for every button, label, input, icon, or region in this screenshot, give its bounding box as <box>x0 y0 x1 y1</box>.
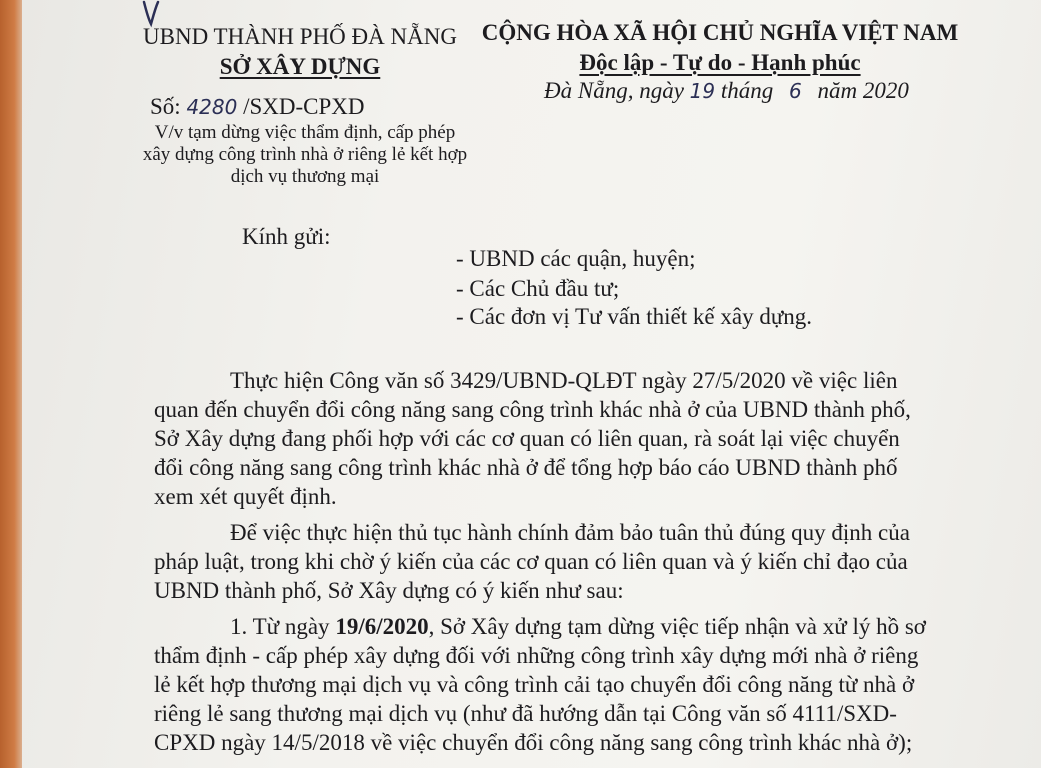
item-rest: , Sở Xây dựng tạm dừng việc tiếp nhận và xử lý hồ sơ <box>428 614 926 639</box>
paragraph-line: Để việc thực hiện thủ tục hành chính đảm bảo tuân thủ đúng quy định của <box>230 520 910 545</box>
body-paragraph-3 <box>154 612 974 757</box>
date-day: 19 <box>689 79 716 103</box>
paragraph-line: thẩm định - cấp phép xây dựng đối với những công trình xây dựng mới nhà ở riêng <box>154 643 919 668</box>
nation-name: CỘNG HÒA XÃ HỘI CHỦ NGHĨA VIỆT NAM <box>481 20 959 45</box>
paragraph-line: Sở Xây dựng đang phối hợp với các cơ quan có liên quan, rà soát lại việc chuyển <box>154 426 900 451</box>
document-page <box>22 0 1041 768</box>
paragraph-line: CPXD ngày 14/5/2018 về việc chuyển đổi công năng sang công trình khác nhà ở); <box>154 730 913 755</box>
date-month: 6 <box>789 79 802 103</box>
addressee-item: - UBND các quận, huyện; <box>456 246 696 271</box>
date-month-label: tháng <box>720 78 774 103</box>
body-paragraph-2 <box>154 518 974 605</box>
paragraph-line: quan đến chuyển đổi công năng sang công trình khác nhà ở của UBND thành phố, <box>154 397 911 422</box>
handwritten-number: 4280 <box>186 95 238 119</box>
issuing-authority <box>130 22 470 82</box>
date-place: Đà Nẵng, ngày <box>544 78 684 103</box>
paragraph-line: pháp luật, trong khi chờ ý kiến của các cơ quan có liên quan và ý kiến chỉ đạo của <box>154 549 908 574</box>
item-prefix: 1. Từ ngày <box>230 614 336 639</box>
paragraph-line <box>154 612 974 641</box>
subject-line: xây dựng công trình nhà ở riêng lẻ kết hợp <box>142 144 468 165</box>
national-motto: Độc lập - Tự do - Hạnh phúc <box>579 50 861 75</box>
date-year: năm 2020 <box>817 78 909 103</box>
paragraph-line: riêng lẻ sang thương mại dịch vụ (như đã hướng dẫn tại Công văn số 4111/SXD- <box>154 701 897 726</box>
document-subject <box>110 122 500 188</box>
addressee-item: - Các đơn vị Tư vấn thiết kế xây dựng. <box>456 304 813 329</box>
paragraph-line: Thực hiện Công văn số 3429/UBND-QLĐT ngày 27/5/2020 về việc liên <box>230 368 898 393</box>
subject-line: V/v tạm dừng việc thẩm định, cấp phép <box>154 122 456 143</box>
number-suffix: /SXD-CPXD <box>243 94 365 119</box>
document-date <box>544 78 909 104</box>
paragraph-line: đổi công năng sang công trình khác nhà ở để tổng hợp báo cáo UBND thành phố <box>154 455 898 480</box>
paragraph-line: UBND thành phố, Sở Xây dựng có ý kiến như sau: <box>154 578 624 603</box>
subject-line: dịch vụ thương mại <box>230 166 380 187</box>
body-paragraph-1 <box>154 366 974 511</box>
national-header <box>470 18 970 78</box>
addressee-label: Kính gửi: <box>242 224 331 249</box>
number-prefix: Số: <box>150 94 181 119</box>
paragraph-line: xem xét quyết định. <box>154 484 337 509</box>
authority-line-1: UBND THÀNH PHỐ ĐÀ NẴNG <box>143 24 457 49</box>
department-name: SỞ XÂY DỰNG <box>219 54 381 79</box>
addressee-item: - Các Chủ đầu tư; <box>456 276 620 301</box>
effective-date: 19/6/2020 <box>335 614 429 639</box>
document-number <box>150 94 365 120</box>
paragraph-line: lẻ kết hợp thương mại dịch vụ và công trình cải tạo chuyển đổi công năng từ nhà ở <box>154 672 915 697</box>
